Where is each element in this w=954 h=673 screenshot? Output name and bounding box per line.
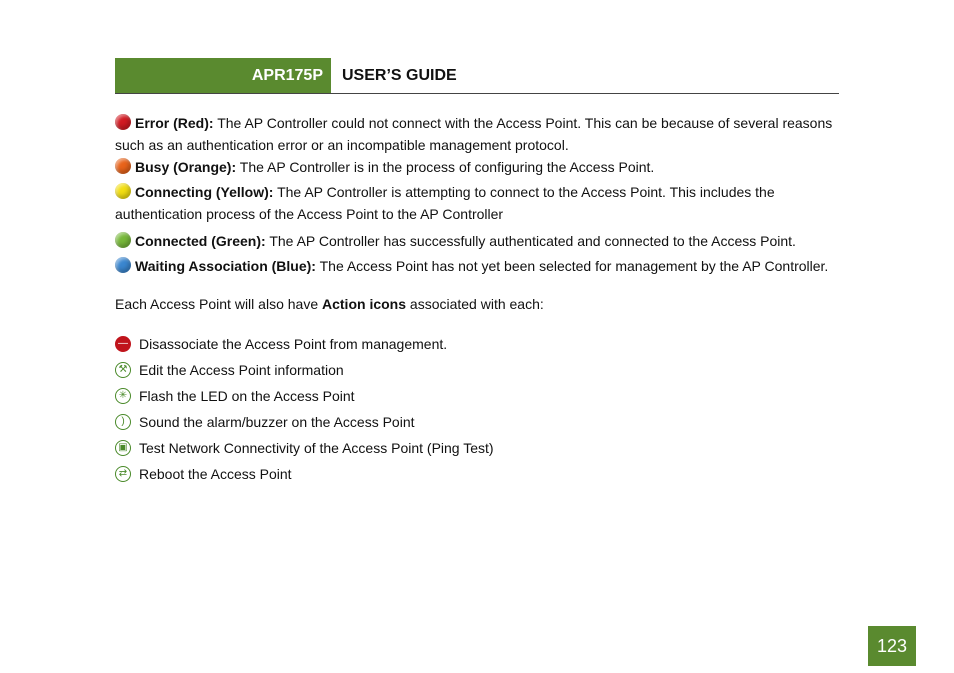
list-item — [115, 435, 839, 461]
page-number: 123 — [868, 626, 916, 666]
status-error — [115, 112, 839, 156]
yellow-status-icon — [115, 183, 131, 199]
list-item — [115, 383, 839, 409]
model-label: APR175P — [115, 58, 331, 93]
status-description: The AP Controller has successfully authenticated and connected to the Access Point. — [265, 233, 796, 249]
status-term: Connecting (Yellow): — [135, 184, 274, 200]
flash-led-icon: ✳ — [115, 388, 131, 404]
reboot-icon: ⇄ — [115, 466, 131, 482]
blue-status-icon — [115, 257, 131, 273]
wrench-icon: ⚒ — [115, 362, 131, 378]
sound-icon: ) — [115, 414, 131, 430]
status-description: The Access Point has not yet been selected for management by the AP Controller. — [315, 258, 829, 274]
intro-bold: Action icons — [322, 296, 407, 312]
intro-after: associated with each: — [406, 296, 544, 312]
page-header — [115, 58, 839, 94]
disassociate-icon: — — [115, 336, 131, 352]
status-busy — [115, 156, 839, 178]
action-label: Disassociate the Access Point from management. — [139, 336, 448, 352]
action-label: Edit the Access Point information — [139, 362, 344, 378]
status-term: Connected (Green): — [135, 233, 266, 249]
status-term: Waiting Association (Blue): — [135, 258, 316, 274]
status-description: The AP Controller is in the process of configuring the Access Point. — [236, 159, 655, 175]
status-description: The AP Controller is attempting to connect to the Access Point. This includes the authentication process of the Access Point to the AP Controller — [115, 184, 775, 222]
status-connected — [115, 230, 839, 252]
status-connecting — [115, 181, 839, 225]
status-waiting — [115, 255, 839, 277]
action-list — [115, 331, 839, 487]
page-content — [115, 112, 839, 487]
action-label: Sound the alarm/buzzer on the Access Point — [139, 414, 415, 430]
network-icon: ▣ — [115, 440, 131, 456]
status-term: Error (Red): — [135, 115, 214, 131]
intro-before: Each Access Point will also have — [115, 296, 322, 312]
list-item — [115, 409, 839, 435]
guide-title: USER’S GUIDE — [342, 67, 457, 84]
status-term: Busy (Orange): — [135, 159, 237, 175]
list-item — [115, 331, 839, 357]
list-item — [115, 461, 839, 487]
orange-status-icon — [115, 158, 131, 174]
intro-text — [115, 293, 839, 315]
red-status-icon — [115, 114, 131, 130]
status-description: The AP Controller could not connect with the Access Point. This can be because of several reasons such as an authentication error or an incompatible management protocol. — [115, 115, 833, 153]
action-label: Test Network Connectivity of the Access Point (Ping Test) — [139, 440, 494, 456]
action-label: Reboot the Access Point — [139, 466, 292, 482]
action-label: Flash the LED on the Access Point — [139, 388, 355, 404]
green-status-icon — [115, 232, 131, 248]
list-item — [115, 357, 839, 383]
